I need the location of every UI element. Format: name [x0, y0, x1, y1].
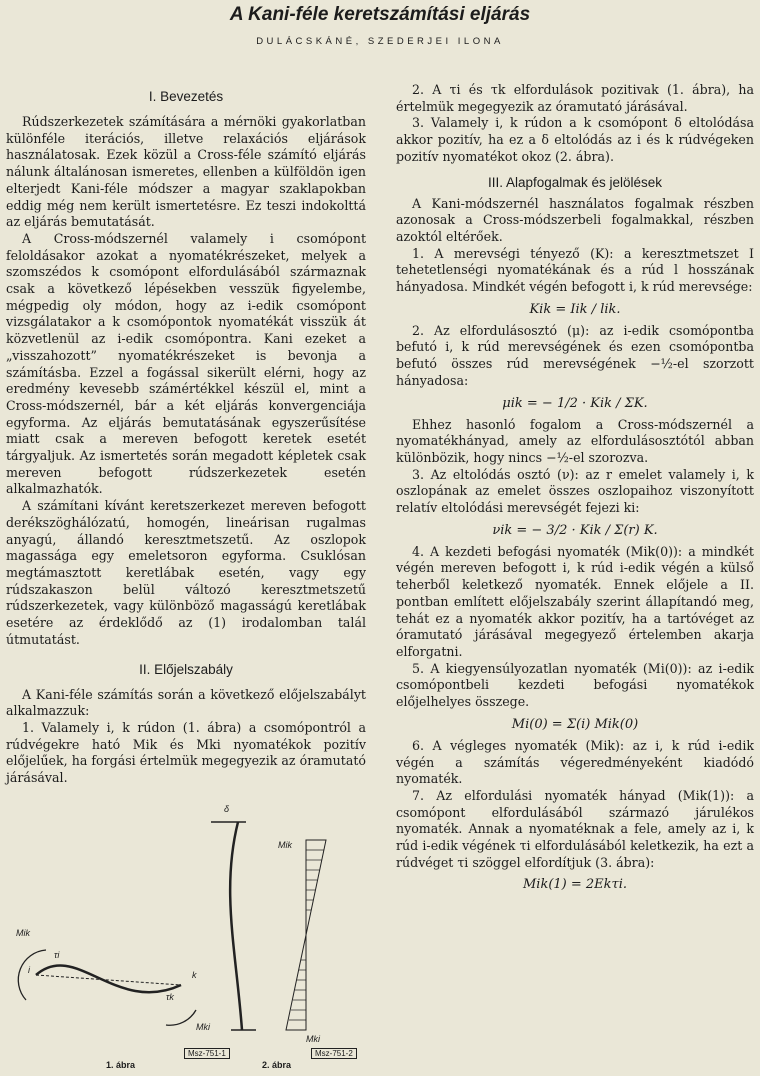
article-authors: DULÁCSKÁNÉ, SZEDERJEI ILONA	[256, 36, 504, 47]
figure-1-tag: Msz-751-1	[184, 1048, 230, 1059]
paragraph: 2. A τi és τk elfordulások pozitivak (1. ábra), ha értelmük megegyezik az óramutató járásával.	[396, 82, 754, 114]
symbol-i: i	[28, 965, 30, 975]
paragraph: 4. A kezdeti befogási nyomaték (Mik(0)): a mindkét végén mereven befogott i, k rúd i-edik végén a külső teherből keletkező nyomaték. Ennek előjele a II. pontban említett előjelszabály szerint állapítandó meg, tehát ez a nyomaték akkor pozitív, ha a tartóvéget az óramutató járásával megegyező értelemben akarja elforgatni.	[396, 543, 754, 659]
symbol-tau-k: τk	[166, 992, 174, 1002]
paragraph: A számítani kívánt keretszerkezet mereven befogott derékszöghálózatú, homogén, lineárisan rugalmas anyagú, állandó keresztmetszetű. Az oszlopok magassága egy emeletsoron egyforma. Csuklósan megtámasztott keretlábak esetén, vagy egy rúdszakaszon belül változó keresztmetszetű rúdszerkezetek, vagy különböző magasságú keretlábak esetére az érdeklődő az (1) irodalomban talál útmutatást.	[6, 498, 366, 647]
paragraph: 3. Valamely i, k rúdon a k csomópont δ eltolódása akkor pozitív, ha ez a δ eltolódás az i és k rúdvégeken pozitív nyomatékot okoz (2. ábra).	[396, 115, 754, 164]
formula-stiffness: Kik = Iik / lik.	[529, 301, 621, 317]
column-curve	[230, 822, 242, 1030]
article-title: A Kani-féle keretszámítási eljárás	[229, 4, 531, 25]
figure-2-label: 2. ábra	[262, 1060, 292, 1070]
symbol-delta: δ	[224, 804, 230, 814]
beam-curve	[36, 965, 181, 992]
symbol-k: k	[192, 970, 197, 980]
figure-2-tag: Msz-751-2	[311, 1048, 357, 1059]
figure-drawings	[6, 800, 366, 1070]
paragraph: 2. Az elfordulásosztó (μ): az i-edik csomópontba befutó i, k rúd merevségének és ezen csomópontba befutó összes rúd merevségének −½-el szorzott hányadosa:	[396, 322, 754, 388]
paragraph: Rúdszerkezetek számítására a mérnöki gyakorlatban különféle iterációs, illetve relaxációs eljárások használatosak. Ezek közül a Cross-féle számító eljárás nálunk általánosan ismeretes, ellenben a külföldön igen elterjedt Kani-féle módszer a magyar szaklapokban eddig még nem került ismertetésre. Ez teszi indokolttá az eljárás bemutatását.	[6, 114, 366, 230]
formula-rotation: Mik(1) = 2Ekτi.	[522, 877, 628, 893]
section-heading-1: I. Bevezetés	[148, 89, 224, 104]
section-heading-3: III. Alapfogalmak és jelölések	[487, 174, 663, 190]
section-heading-2: II. Előjelszabály	[139, 661, 233, 677]
symbol-mki-2: Mki	[306, 1034, 320, 1044]
symbol-tau-i: τi	[54, 950, 60, 960]
formula-displacement: νik = − 3/2 · Kik / Σ(r) K.	[492, 522, 658, 538]
paragraph: A Cross-módszernél valamely i csomópont feloldásakor azokat a nyomatékrészeket, melyek a szomszédos k csomópont elfordulásából származnak csak a következő lépésekben vesszük figyelembe, mégpedig oly módon, hogy az i-edik csomópont vizsgálatakor a k csomópontok nyomatékát visszük át közvetlenül az i-edik csomópontra. Kani ezeket a „visszahozott” nyomatékrészeket is bevonja a számításba. Ezzel a fogással sikerült elérni, hogy az eredmény kevesebb számértékkel készül el, mint a Cross-módszernél, bár a két eljárás konvergenciája egyforma. Az eljárás bemutatásának egyszerűsítése miatt csak a mereven befogott keretek esetét tárgyaljuk. Az ismertetés során megadott képletek csak mereven befogott rúdszerkezetek esetén alkalmazhatók.	[6, 230, 366, 497]
paragraph: 1. A merevségi tényező (K): a keresztmetszet I tehetetlenségi nyomatékának és a rúd l hosszának hányadosa. Mindkét végén befogott i, k rúd merevsége:	[396, 245, 754, 295]
symbol-mik: Mik	[16, 928, 30, 938]
moment-arc-ki	[166, 1010, 196, 1025]
paragraph: 5. A kiegyensúlyozatlan nyomaték (Mi(0)): az i-edik csomópontbeli kezdeti befogási nyomatékok előjelhelyes összege.	[396, 660, 754, 710]
symbol-mki: Mki	[196, 1022, 210, 1032]
figure-1-label: 1. ábra	[106, 1060, 136, 1070]
paragraph: 1. Valamely i, k rúdon (1. ábra) a csomópontról a rúdvégekre ható Mik és Mki nyomatékok pozitív előjelűek, ha forgási értelmük megegyezik az óramutató járásával.	[6, 719, 366, 786]
paragraph: 3. Az eltolódás osztó (ν): az r emelet valamely i, k oszlopának az emelet összes oszlopaihoz viszonyított relatív eltolódási merevségét fejezi ki:	[396, 466, 754, 516]
paragraph: 7. Az elfordulási nyomaték hányad (Mik(1)): a csomópont elfordulásából származó járulékos nyomaték. Annak a nyomatéknak a fele, amely az i, k rúd i-edik végének τi elfordulásából keletkezik, ha ezt a rúdvéget τi szöggel elfordítjuk (3. ábra):	[396, 787, 754, 870]
right-column	[396, 82, 754, 898]
paragraph: Ehhez hasonló fogalom a Cross-módszernél a nyomatékhányad, amely az elfordulásosztótól abban különbözik, hogy nincs −½-el szorozva.	[396, 416, 754, 465]
paragraph: 6. A végleges nyomaték (Mik): az i, k rúd i-edik végén a számítás végeredményeként kiadódó nyomaték.	[396, 737, 754, 787]
paragraph: A Kani-féle számítás során a következő előjelszabályt alkalmazzuk:	[6, 686, 366, 719]
formula-distribution: μik = − 1/2 · Kik / ΣK.	[502, 395, 648, 411]
symbol-mik-2: Mik	[278, 840, 292, 850]
formula-unbalanced: Mi(0) = Σ(i) Mik(0)	[511, 716, 639, 732]
paragraph: A Kani-módszernél használatos fogalmak részben azonosak a Cross-módszerbeli fogalmakkal, részben azoktól eltérőek.	[396, 195, 754, 244]
figures-area	[6, 800, 366, 1070]
left-column	[6, 88, 366, 787]
